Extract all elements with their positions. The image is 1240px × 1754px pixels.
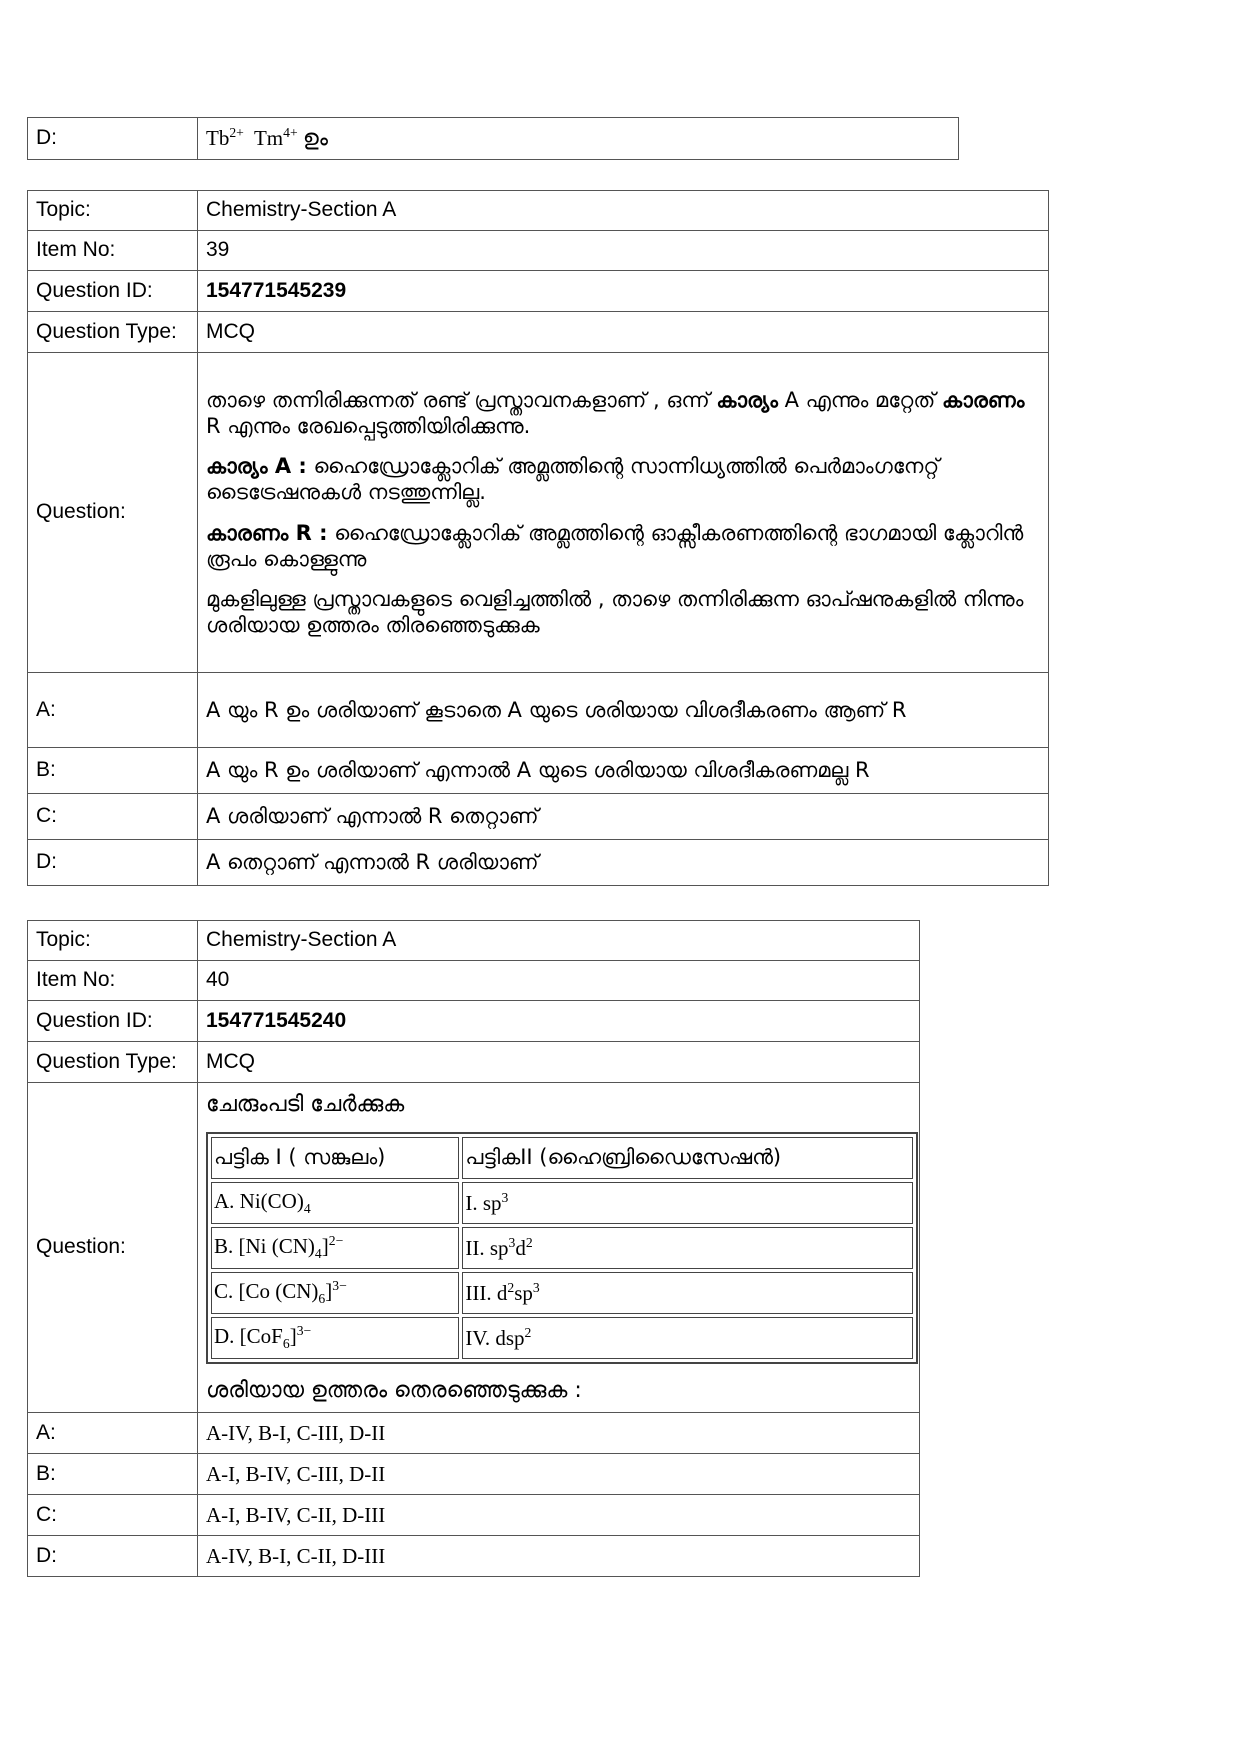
question-type-value: MCQ [198, 1042, 920, 1083]
instruction-paragraph: മുകളിലുള്ള പ്രസ്താവകളുടെ വെളിച്ചത്തിൽ , താഴെ തന്നിരിക്കുന്ന ഓപ്ഷനുകളിൽ നിന്നും ശരിയായ ഉത്തരം തിരഞ്ഞെടുക്കുക [206, 587, 1024, 638]
row-label: Question Type: [28, 312, 198, 353]
row-label: Question Type: [28, 1042, 198, 1083]
option-label: A: [28, 673, 198, 748]
match-right-cell: II. $sp^3d^2$ [462, 1227, 913, 1269]
question-40-table [27, 920, 920, 1577]
item-no-value: 40 [198, 961, 920, 1001]
option-label: D: [28, 118, 198, 160]
assertion-paragraph: കാര്യം A : ഹൈഡ്രോക്ലോറിക് അമ്ലത്തിന്റെ സാന്നിധ്യത്തിൽ പെർമാംഗനേറ്റ് ടൈട്രേഷനുകൾ നടത്തുന്നില്ല. [206, 454, 940, 505]
option-text: A-I, B-IV, C-III, D-II [198, 1454, 920, 1495]
topic-value: Chemistry-Section A [198, 921, 920, 961]
option-label: B: [28, 1454, 198, 1495]
row-label: Question: [28, 353, 198, 673]
option-text: $Tb^{2+}$ $Tm^{4+}$ ഉം [198, 118, 959, 160]
question-intro: ചേരുംപടി ചേർക്കുക [206, 1091, 405, 1117]
row-label: Question ID: [28, 271, 198, 312]
option-label: A: [28, 1413, 198, 1454]
reason-paragraph: കാരണം R : ഹൈഡ്രോക്ലോറിക് അമ്ലത്തിന്റെ ഓക്സീകരണത്തിന്റെ ഭാഗമായി ക്ലോറിൻ രൂപം കൊള്ളുന്നു [206, 520, 1024, 571]
option-text: A യും R ഉം ശരിയാണ് എന്നാൽ A യുടെ ശരിയായ വിശദീകരണമല്ല R [198, 748, 1049, 794]
question-type-value: MCQ [198, 312, 1049, 353]
match-header-left: പട്ടിക I ( സങ്കുലം) [211, 1137, 459, 1179]
option-label: D: [28, 840, 198, 886]
topic-value: Chemistry-Section A [198, 191, 1049, 231]
match-left-cell: D. $[CoF_6]^{3-}$ [211, 1317, 459, 1359]
question-id-value: 154771545240 [198, 1001, 920, 1042]
row-label: Question ID: [28, 1001, 198, 1042]
question-id-value: 154771545239 [198, 271, 1049, 312]
question-39-table [27, 190, 1049, 886]
question-body [198, 353, 1049, 673]
question-body [198, 1083, 920, 1413]
match-right-cell: IV. dsp$^2$ [462, 1317, 913, 1359]
item-no-value: 39 [198, 231, 1049, 271]
option-text: A-IV, B-I, C-III, D-II [198, 1413, 920, 1454]
option-text: A-I, B-IV, C-II, D-III [198, 1495, 920, 1536]
option-text: A യും R ഉം ശരിയാണ് കൂടാതെ A യുടെ ശരിയായ വിശദീകരണം ആണ് R [198, 673, 1049, 748]
option-label: C: [28, 1495, 198, 1536]
option-label: C: [28, 794, 198, 840]
prev-item-table [27, 117, 959, 160]
option-label: D: [28, 1536, 198, 1577]
option-text: A-IV, B-I, C-II, D-III [198, 1536, 920, 1577]
match-left-cell: A. $Ni(CO)_4$ [211, 1182, 459, 1224]
question-paragraph: താഴെ തന്നിരിക്കുന്നത് രണ്ട് പ്രസ്താവനകളാണ് , ഒന്ന് കാര്യം A എന്നും മറ്റേത് കാരണം R എന്നും രേഖപ്പെടുത്തിയിരിക്കുന്നു. [206, 387, 1025, 438]
question-outro: ശരിയായ ഉത്തരം തെരഞ്ഞെടുക്കുക : [206, 1377, 582, 1403]
option-text: A ശരിയാണ് എന്നാൽ R തെറ്റാണ് [198, 794, 1049, 840]
match-right-cell: III. $d^2sp^3$ [462, 1272, 913, 1314]
option-label: B: [28, 748, 198, 794]
row-label: Topic: [28, 921, 198, 961]
match-table [206, 1132, 918, 1364]
row-label: Item No: [28, 961, 198, 1001]
match-left-cell: C. [Co $(CN)_6]^{3-}$ [211, 1272, 459, 1314]
row-label: Item No: [28, 231, 198, 271]
row-label: Topic: [28, 191, 198, 231]
option-text: A തെറ്റാണ് എന്നാൽ R ശരിയാണ് [198, 840, 1049, 886]
match-header-right: പട്ടികII (ഹൈബ്രിഡൈസേഷൻ) [462, 1137, 913, 1179]
row-label: Question: [28, 1083, 198, 1413]
match-left-cell: B. [Ni $(CN)_4]^{2-}$ [211, 1227, 459, 1269]
match-right-cell: I. $sp^3$ [462, 1182, 913, 1224]
